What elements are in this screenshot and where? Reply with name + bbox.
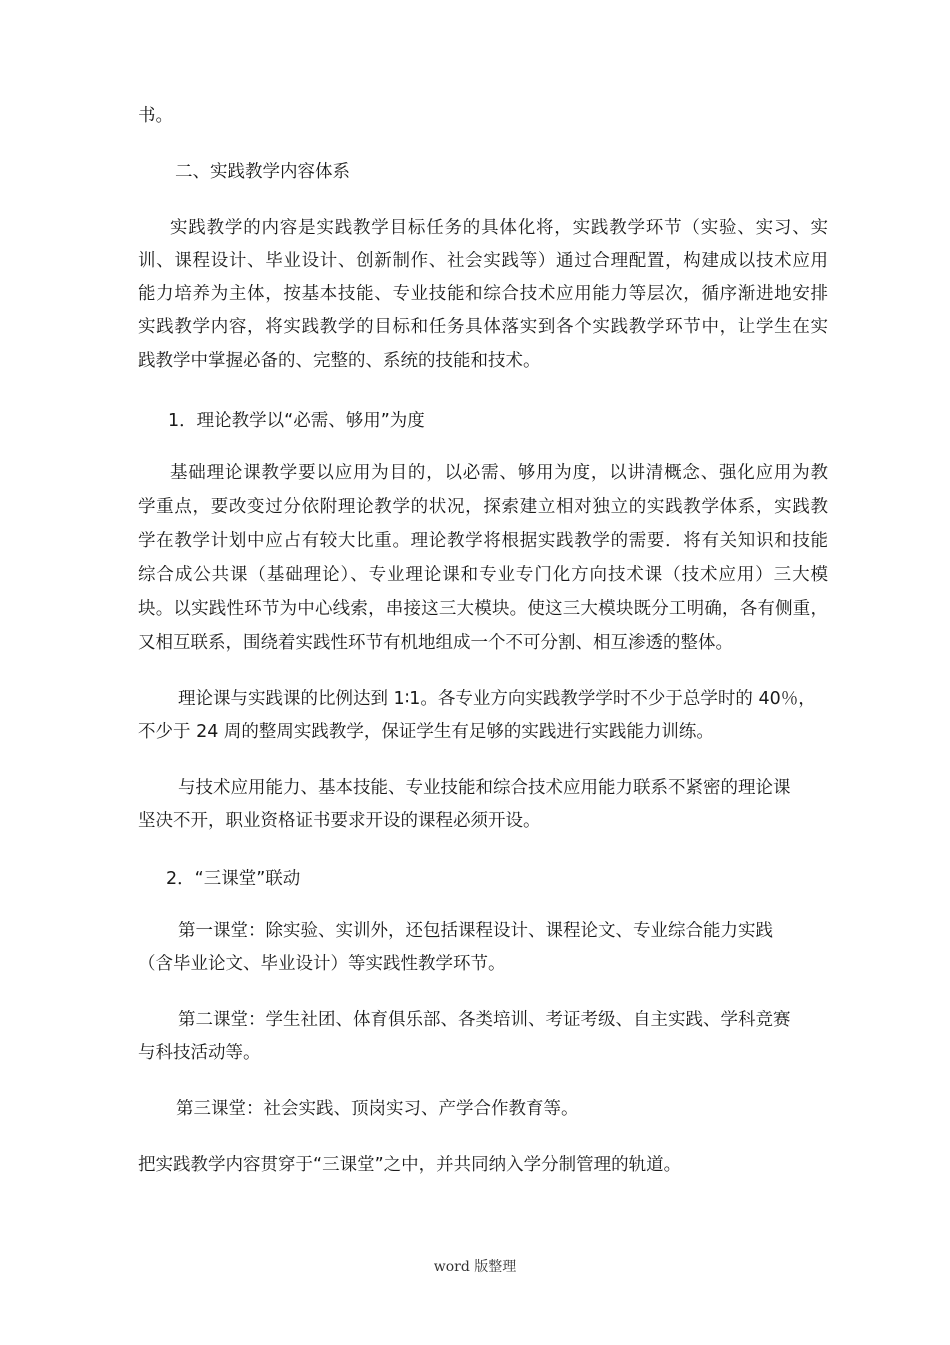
paragraph-line: 又相互联系，围绕着实践性环节有机地组成一个不可分割、相互渗透的整体。 [138, 633, 733, 653]
paragraph-line: 践教学中掌握必备的、完整的、系统的技能和技术。 [138, 351, 541, 371]
paragraph-line: 坚决不开，职业资格证书要求开设的课程必须开设。 [138, 811, 541, 831]
paragraph-line: 学在教学计划中应占有较大比重。理论教学将根据实践教学的需要．将有关知识和技能 [138, 531, 828, 551]
paragraph-line: 不少于 24 周的整周实践教学，保证学生有足够的实践进行实践能力训练。 [138, 722, 714, 742]
paragraph-line: 实践教学的内容是实践教学目标任务的具体化将，实践教学环节（实验、实习、实 [170, 218, 828, 238]
subsection-heading: 2．“三课堂”联动 [166, 869, 301, 889]
paragraph-line: 综合成公共课（基础理论）、专业理论课和专业专门化方向技术课（技术应用）三大模 [138, 565, 828, 585]
paragraph-line: 能力培养为主体，按基本技能、专业技能和综合技术应用能力等层次，循序渐进地安排 [138, 284, 828, 304]
paragraph-line: 把实践教学内容贯穿于“三课堂”之中，并共同纳入学分制管理的轨道。 [138, 1155, 682, 1175]
paragraph-line: 块。以实践性环节为中心线索，串接这三大模块。使这三大模块既分工明确，各有侧重， [138, 599, 828, 619]
paragraph-line: 与科技活动等。 [138, 1043, 261, 1063]
paragraph-line: 第二课堂：学生社团、体育俱乐部、各类培训、考证考级、自主实践、学科竞赛 [178, 1010, 791, 1030]
paragraph-line: 实践教学内容，将实践教学的目标和任务具体落实到各个实践教学环节中，让学生在实 [138, 317, 828, 337]
subsection-heading: 1．理论教学以“必需、够用”为度 [168, 411, 425, 431]
paragraph-line: （含毕业论文、毕业设计）等实践性教学环节。 [138, 954, 506, 974]
paragraph-line: 第一课堂：除实验、实训外，还包括课程设计、课程论文、专业综合能力实践 [178, 921, 773, 941]
paragraph-line: 学重点，要改变过分依附理论教学的状况，探索建立相对独立的实践教学体系，实践教 [138, 497, 828, 517]
section-heading: 二、实践教学内容体系 [175, 162, 350, 182]
paragraph-line: 第三课堂：社会实践、顶岗实习、产学合作教育等。 [176, 1099, 579, 1119]
paragraph-line: 理论课与实践课的比例达到 1∶1。各专业方向实践教学学时不少于总学时的 40％， [178, 689, 816, 709]
page-footer: word 版整理 [433, 1259, 517, 1275]
paragraph-line: 训、课程设计、毕业设计、创新制作、社会实践等）通过合理配置，构建成以技术应用 [138, 251, 828, 271]
paragraph-line: 与技术应用能力、基本技能、专业技能和综合技术应用能力联系不紧密的理论课 [178, 778, 791, 798]
paragraph-line: 书。 [138, 106, 173, 126]
paragraph-line: 基础理论课教学要以应用为目的，以必需、够用为度，以讲清概念、强化应用为教 [170, 463, 828, 483]
